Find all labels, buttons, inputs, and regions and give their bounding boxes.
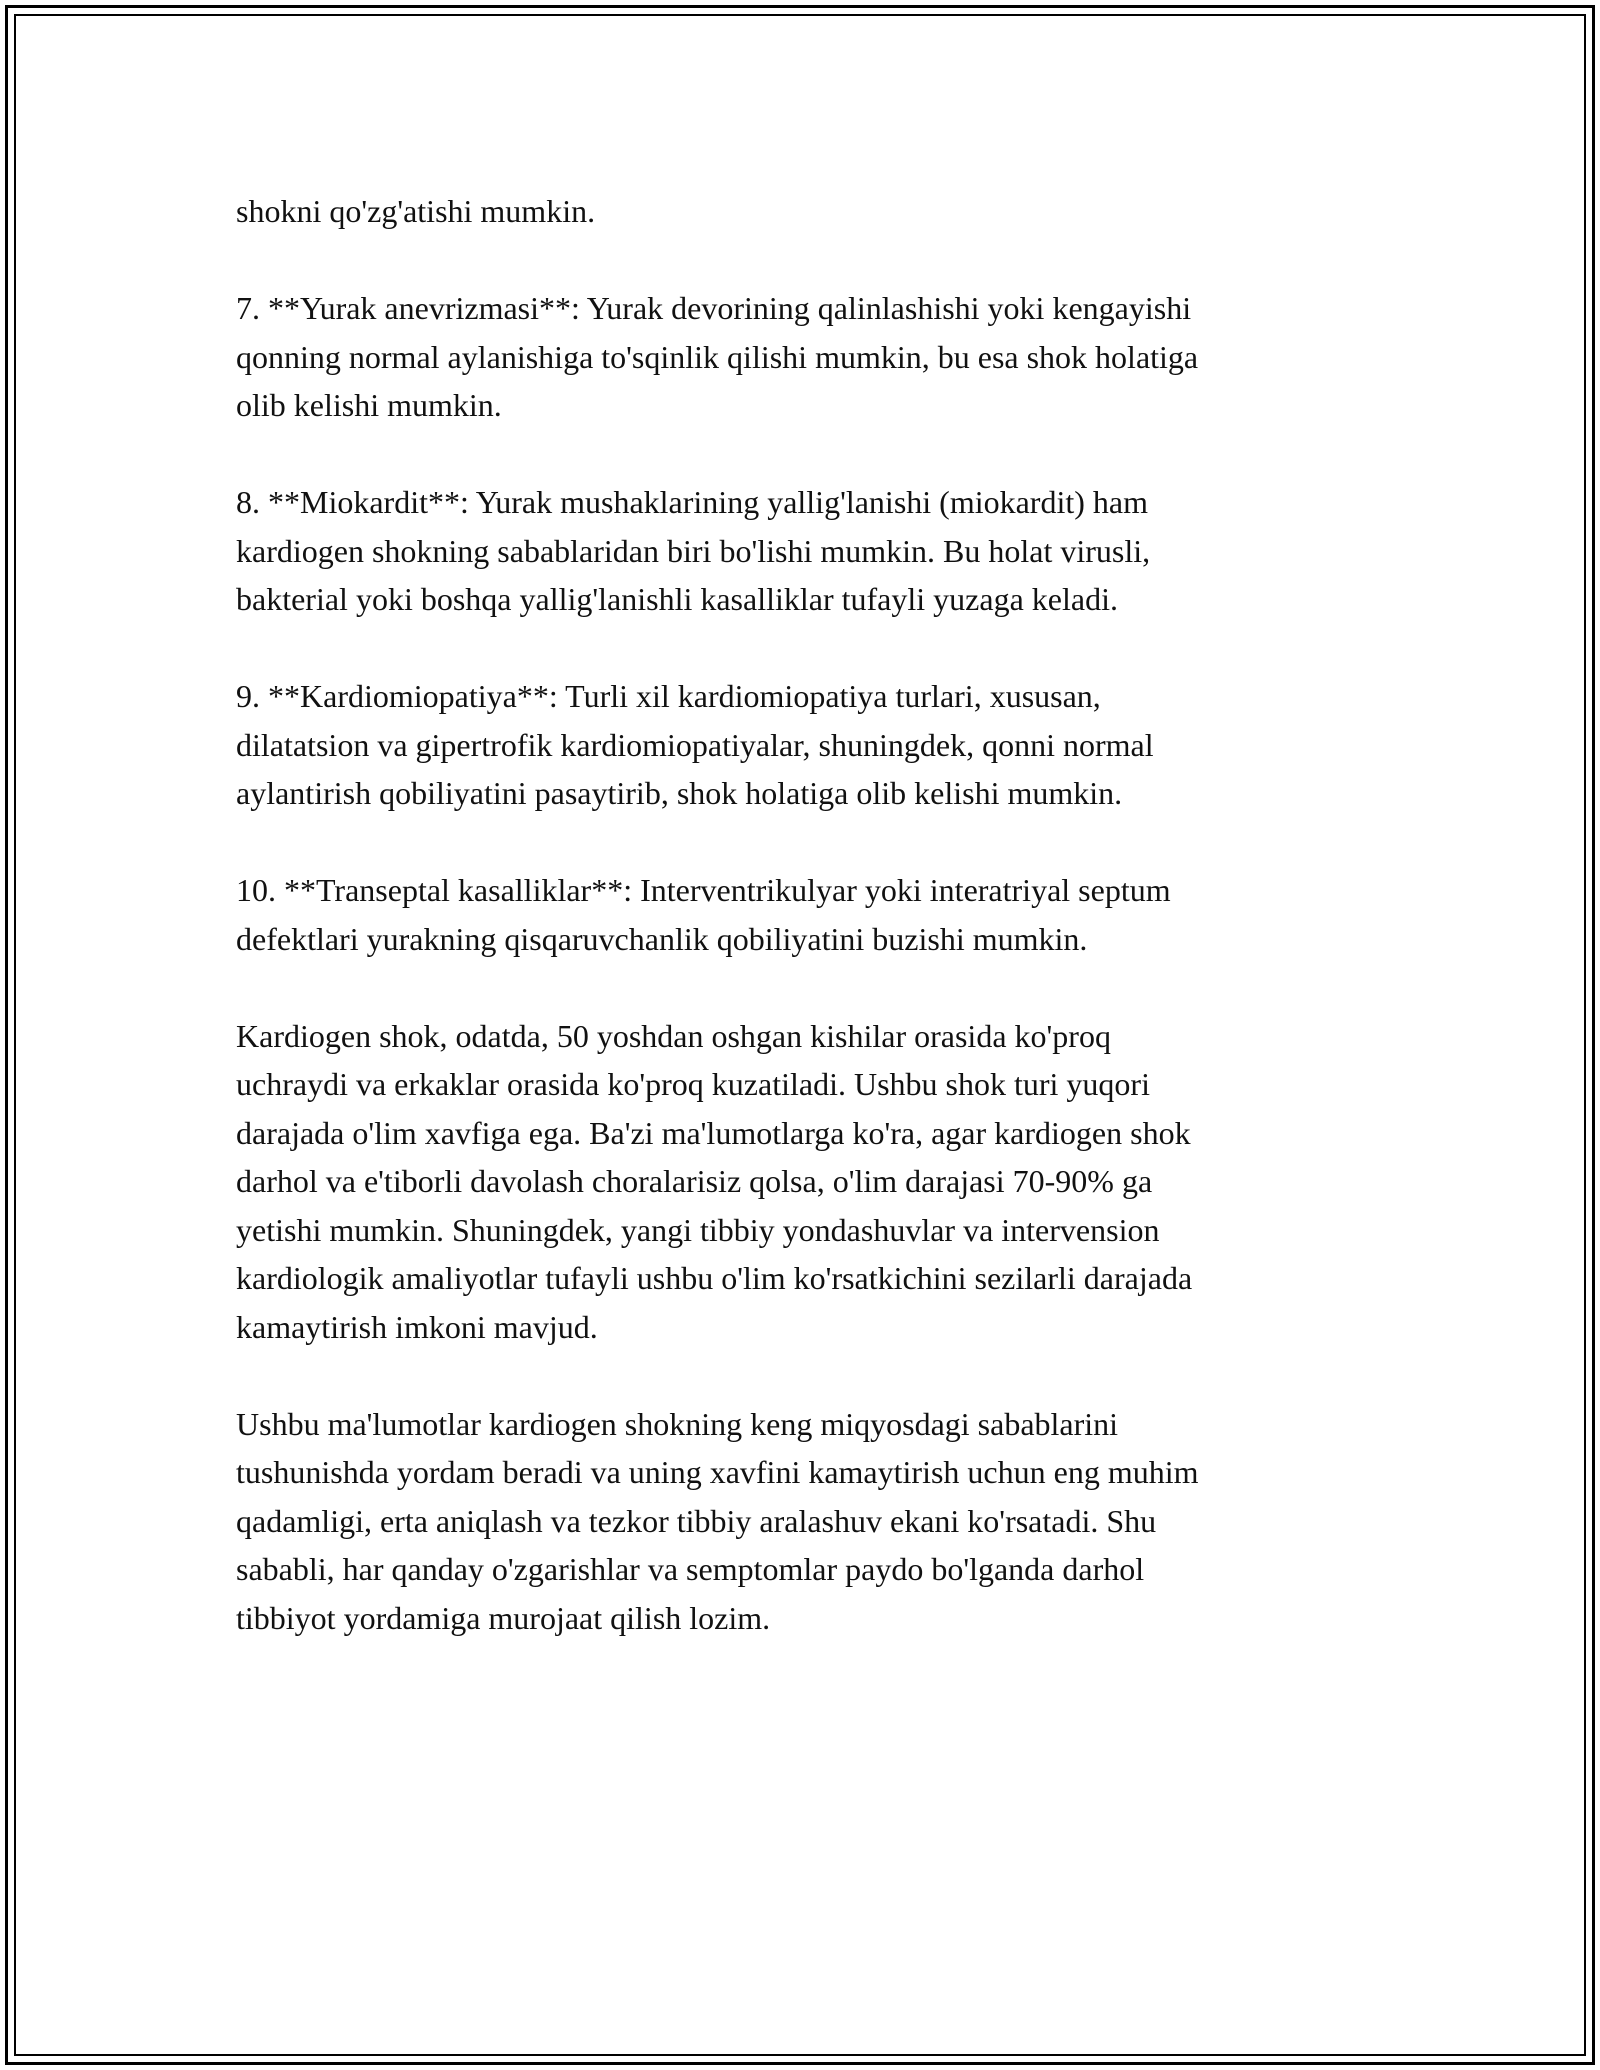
paragraph-continuation: shokni qo'zg'atishi mumkin. <box>236 193 596 229</box>
list-item-7-yurak-anevrizmasi: 7. **Yurak anevrizmasi**: Yurak devorining qalinlashishi yoki kengayishi qonning normal aylanishiga to'sqinlik qilishi mumkin, bu esa shok holatiga olib kelishi mumkin. <box>236 290 1199 423</box>
document-body <box>236 187 1356 1691</box>
list-item-10-transeptal-kasalliklar: 10. **Transeptal kasalliklar**: Interventrikulyar yoki interatriyal septum defektlari yurakning qisqaruvchanlik qobiliyatini buzishi mumkin. <box>236 872 1171 957</box>
list-item-9-kardiomiopatiya: 9. **Kardiomiopatiya**: Turli xil kardiomiopatiya turlari, xususan, dilatatsion va gipertrofik kardiomiopatiyalar, shuningdek, qonni normal aylantirish qobiliyatini pasaytirib, shok holatiga olib kelishi mumkin. <box>236 678 1154 811</box>
list-item-8-miokardit: 8. **Miokardit**: Yurak mushaklarining yallig'lanishi (miokardit) ham kardiogen shokning sabablaridan biri bo'lishi mumkin. Bu holat virusli, bakterial yoki boshqa yallig'lanishli kasalliklar tufayli yuzaga keladi. <box>236 484 1151 617</box>
paragraph-statistics: Kardiogen shok, odatda, 50 yoshdan oshgan kishilar orasida ko'proq uchraydi va erkaklar orasida ko'proq kuzatiladi. Ushbu shok turi yuqori darajada o'lim xavfiga ega. Ba'zi ma'lumotlarga ko'ra, agar kardiogen shok darhol va e'tiborli davolash choralarisiz qolsa, o'lim darajasi 70-90% ga yetishi mumkin. Shuningdek, yangi tibbiy yondashuvlar va intervension kardiologik amaliyotlar tufayli ushbu o'lim ko'rsatkichini sezilarli darajada kamaytirish imkoni mavjud. <box>236 1017 1193 1345</box>
paragraph-conclusion: Ushbu ma'lumotlar kardiogen shokning keng miqyosdagi sabablarini tushunishda yordam beradi va uning xavfini kamaytirish uchun eng muhim qadamligi, erta aniqlash va tezkor tibbiy aralashuv ekani ko'rsatadi. Shu sababli, har qanday o'zgarishlar va semptomlar paydo bo'lganda darhol tibbiyot yordamiga murojaat qilish lozim. <box>236 1405 1199 1636</box>
